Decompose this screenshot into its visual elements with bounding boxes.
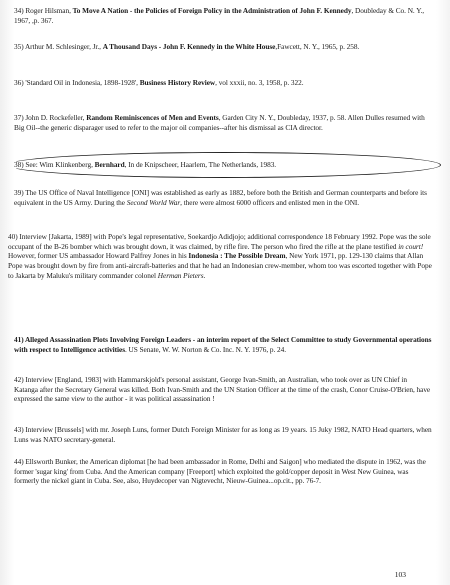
footnote-35: 35) Arthur M. Schlesinger, Jr., A Thousand Days - John F. Kennedy in the White House,Fawcett, N. Y., 1965, p. 258. [14,42,360,51]
footnote-37: 37) John D. Rockefeller, Random Reminiscences of Men and Events, Garden City N. Y., Doubleday, 1937, p. 58. Allen Dulles resumed with Big Oil--the generic disparager used to refer to the major oil companies--after his dismissal as CIA director. [14,113,425,132]
footnote-44: 44) Ellsworth Bunker, the American diplomat [he had been ambassador in Rome, Delhi and Saigon] who mediated the dispute in 1962, was the former 'sugar king' from Cuba. And the American company [Freeport] which exploited the gold/copper deposit in West New Guinea, was formerly the nickel giant in Cuba. See, also, Huydecoper van Nigtevecht, Nieuw-Guinea...op.cit., pp. 76-7. [14,457,426,486]
footnote-36: 36) 'Standard Oil in Indonesia, 1898-1928', Business History Review, vol xxxii, no. 3, 1958, p. 322. [14,78,304,87]
footnote-38: 38) See: Wim Klinkenberg, Bernhard, In de Knipscheer, Haarlem, The Netherlands, 1983. [14,160,277,169]
footnote-42: 42) Interview [England, 1983] with Hammarskjold's personal assistant, George Ivan-Smith, an Australian, who took over as UN Chief in Katanga after the Secretary General was killed. Both Ivan-Smith and the UN Station Officer at the time of the crash, Conor Cruise-O'Brien, have expressed the same view to the author - it was political assassination ! [14,375,431,404]
page-number: 103 [394,570,406,579]
footnote-39: 39) The US Office of Naval Intelligence [ONI] was established as early as 1882, before both the British and German counterparts and before its equivalent in the US Army. During the Second World War, there were almost 6000 officers and enlisted men in the ONI. [14,188,427,207]
footnote-40: 40) Interview [Jakarta, 1989] with Pope's legal representative, Soekardjo Adidjojo; additional correspondence 18 February 1992. Pope was the sole occupant of the B-26 bomber which was brought down, it was claimed, by rifle fire. The person who fired the rifle at the plane testified in court! However, former US ambassador Howard Palfrey Jones in his Indonesia : The Possible Dream, New York 1971, pp. 129-130 claims that Allan Pope was brought down by fire from anti-aircraft-batteries and that he had an Indonesian crew-member, whom too was escorted together with Pope to Jakarta by Maluku's military commander colonel Herman Pieters. [8,232,432,280]
footnote-41: 41) Alleged Assassination Plots Involving Foreign Leaders - an interim report of the Select Committee to study Governmental operations with respect to Intelligence activities. US Senate, W. W. Norton & Co. Inc. N. Y. 1976, p. 24. [14,335,432,354]
footnote-43: 43) Interview [Brussels] with mr. Joseph Luns, former Dutch Foreign Minister for as long as 19 years. 15 Juky 1982, NATO Head quarters, when Luns was NATO secretary-general. [14,425,432,444]
footnote-34: 34) Roger Hilsman, To Move A Nation - the Policies of Foreign Policy in the Administration of John F. Kennedy, Doubleday & Co. N. Y., 1967, ,p. 367. [14,6,425,25]
